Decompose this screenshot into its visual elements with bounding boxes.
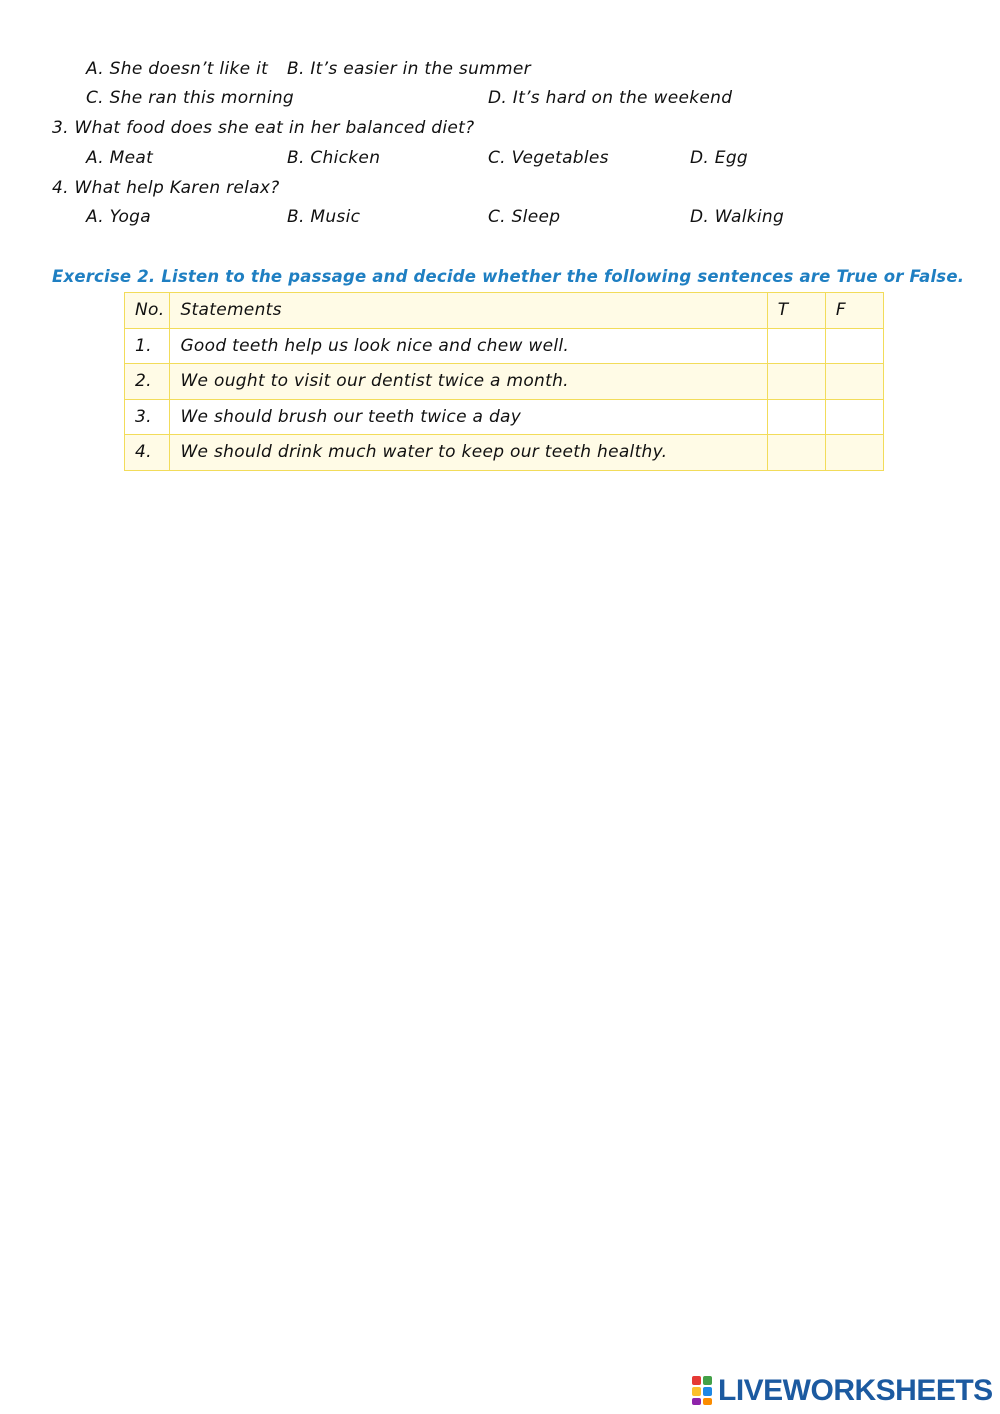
q4-option-c: C. Sleep [488,207,561,227]
q3-option-c: C. Vegetables [488,148,609,168]
row-statement: We should drink much water to keep our teeth healthy. [170,435,767,471]
table-row [125,364,884,400]
header-no: No. [125,293,170,329]
answer-true-cell[interactable] [767,328,825,364]
answer-false-cell[interactable] [825,328,883,364]
table-row [125,399,884,435]
exercise-2-title: Exercise 2. Listen to the passage and decide whether the following sentences are True or False. [52,267,965,286]
row-number: 2. [125,364,170,400]
q2-option-b: B. It’s easier in the summer [287,59,531,79]
q3-option-a: A. Meat [86,148,154,168]
q3-option-b: B. Chicken [287,148,381,168]
header-false: F [825,293,883,329]
table-header-row [125,293,884,329]
row-number: 4. [125,435,170,471]
q4-question: 4. What help Karen relax? [52,178,280,198]
table-row [125,435,884,471]
q2-option-c: C. She ran this morning [86,88,295,108]
q4-option-b: B. Music [287,207,361,227]
liveworksheets-logo [692,1374,993,1408]
q3-option-d: D. Egg [690,148,749,168]
q4-option-d: D. Walking [690,207,785,227]
answer-false-cell[interactable] [825,364,883,400]
answer-true-cell[interactable] [767,364,825,400]
row-statement: We should brush our teeth twice a day [170,399,767,435]
logo-text: LIVEWORKSHEETS [718,1374,993,1407]
row-statement: Good teeth help us look nice and chew well. [170,328,767,364]
answer-false-cell[interactable] [825,399,883,435]
q2-option-d: D. It’s hard on the weekend [488,88,733,108]
row-number: 1. [125,328,170,364]
answer-true-cell[interactable] [767,435,825,471]
q2-option-a: A. She doesn’t like it [86,59,269,79]
answer-true-cell[interactable] [767,399,825,435]
liveworksheets-logo-icon [692,1376,714,1406]
row-statement: We ought to visit our dentist twice a month. [170,364,767,400]
table-row [125,328,884,364]
header-statements: Statements [170,293,767,329]
q4-option-a: A. Yoga [86,207,151,227]
header-true: T [767,293,825,329]
true-false-table [124,292,884,471]
answer-false-cell[interactable] [825,435,883,471]
row-number: 3. [125,399,170,435]
q3-question: 3. What food does she eat in her balanced diet? [52,118,475,138]
